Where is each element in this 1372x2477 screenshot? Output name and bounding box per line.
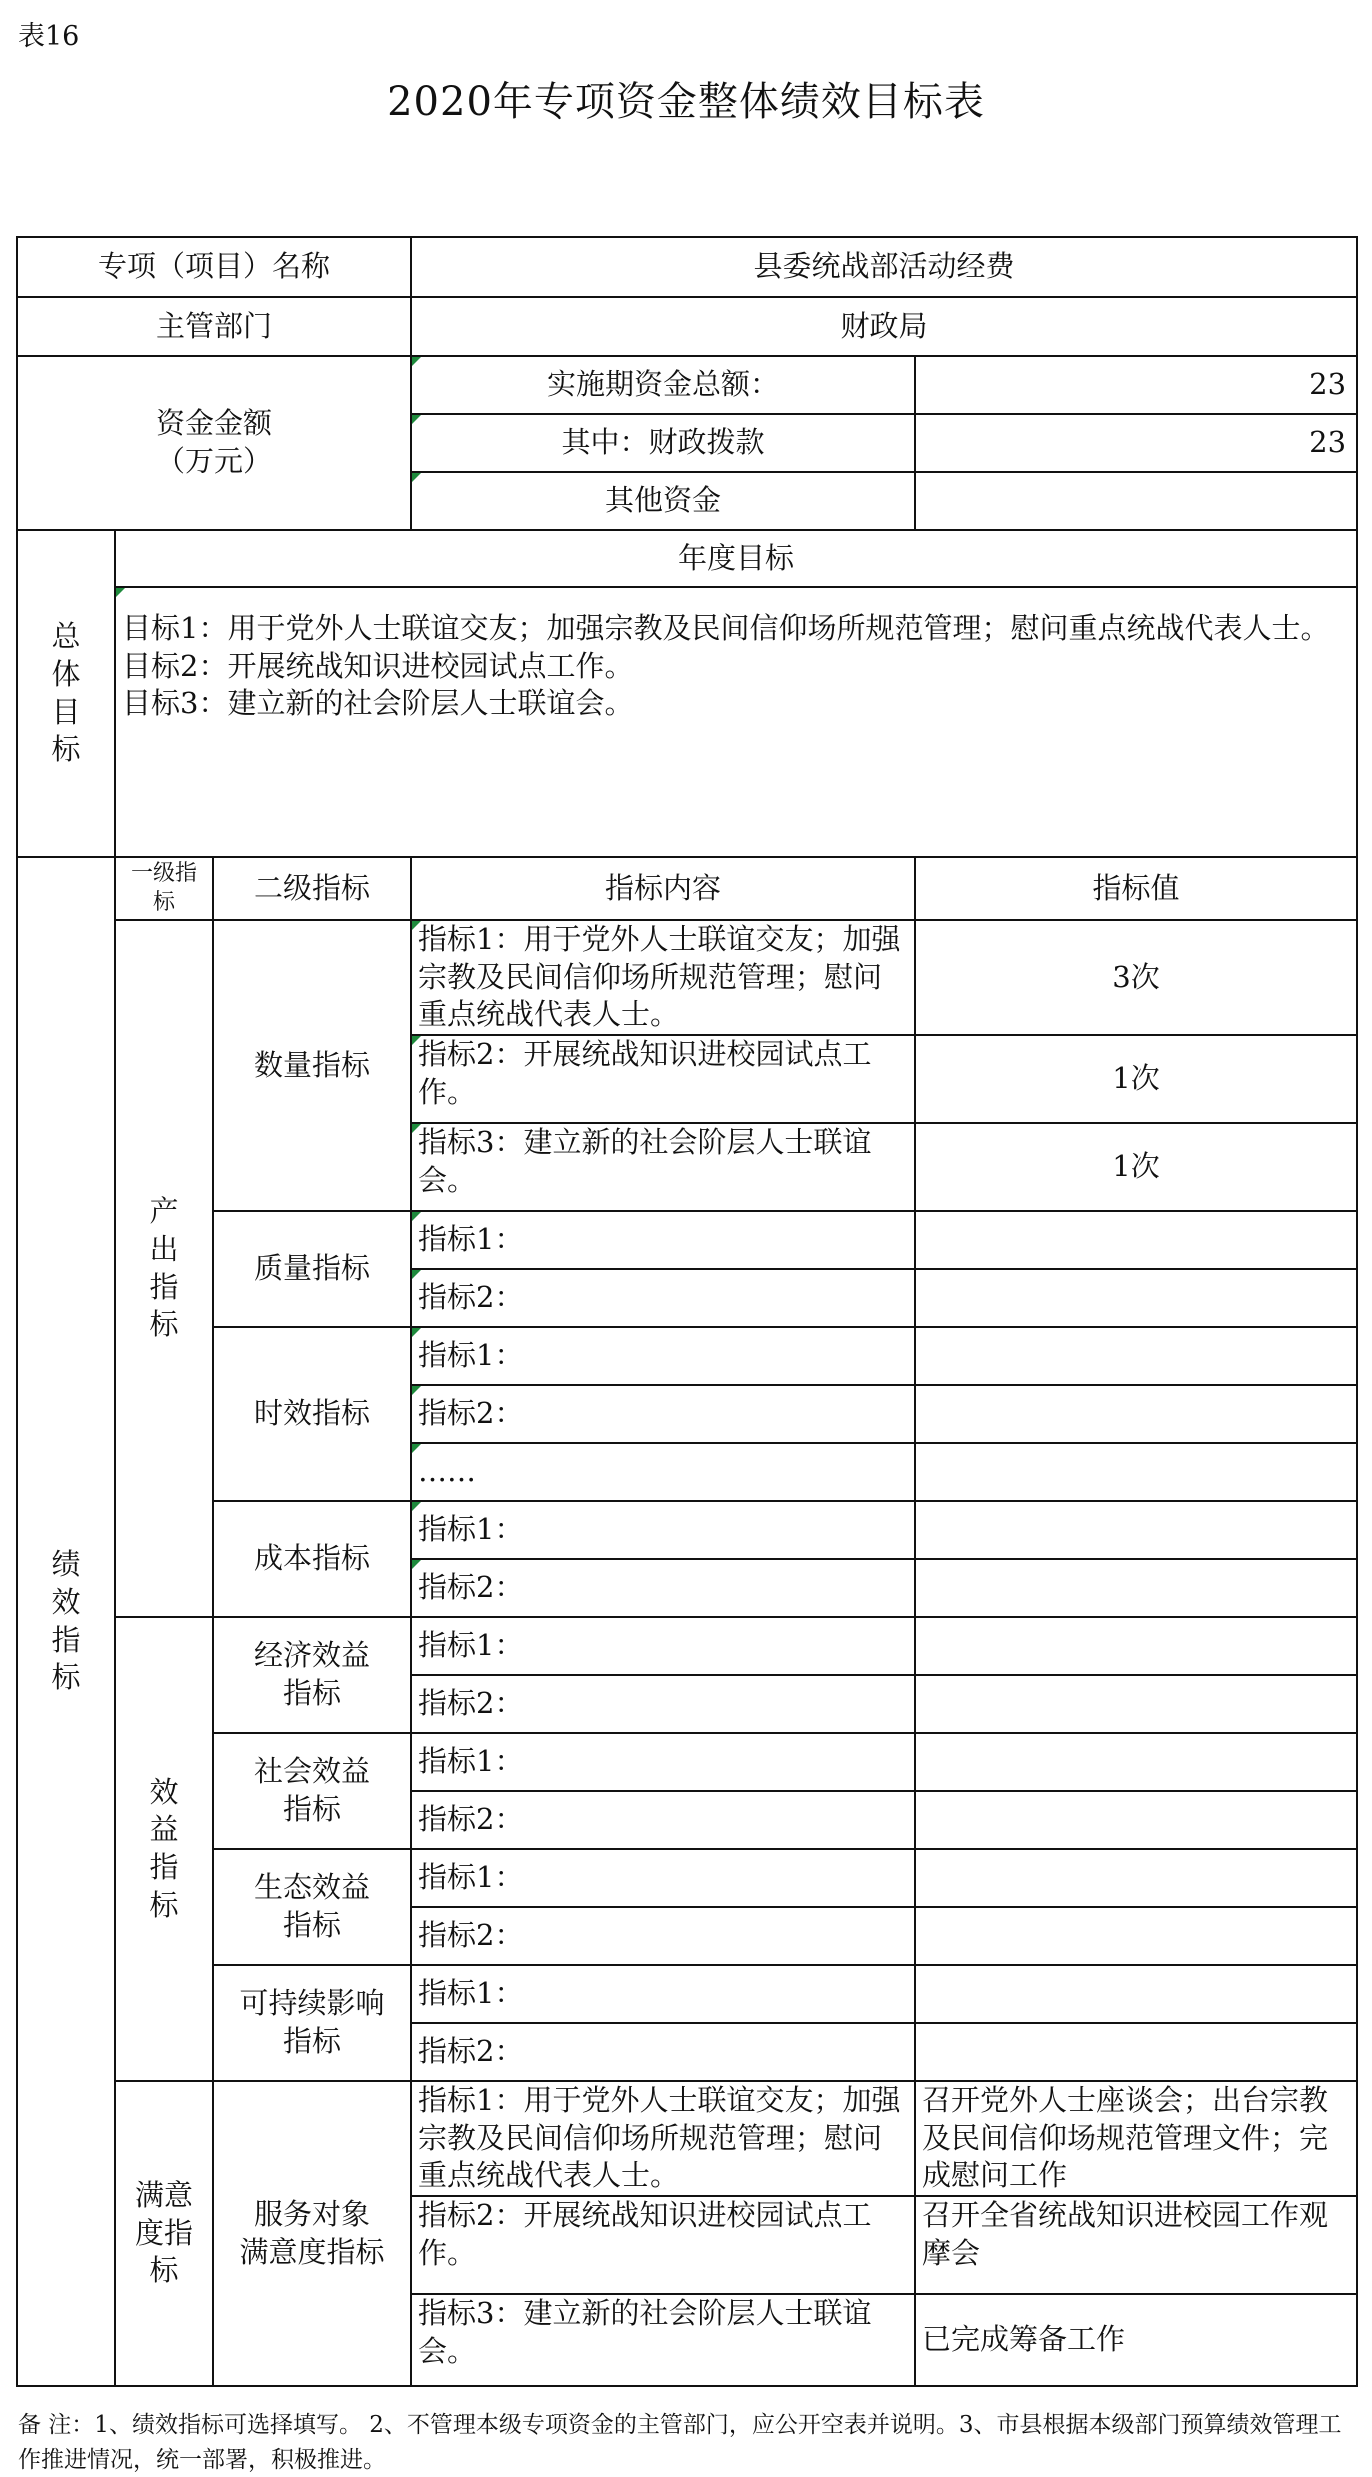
indicator-value xyxy=(915,1675,1357,1733)
content-header: 指标内容 xyxy=(411,857,915,920)
indicator-row xyxy=(17,1501,1357,1559)
indicator-content: 指标1： xyxy=(411,1327,915,1385)
indicator-value xyxy=(915,1559,1357,1617)
indicator-value: 1次 xyxy=(915,1035,1357,1123)
indicator-content: 指标2： xyxy=(411,1559,915,1617)
indicator-value: 召开全省统战知识进校园工作观摩会 xyxy=(915,2196,1357,2294)
department-value: 财政局 xyxy=(411,297,1357,356)
quantity-indicator-label: 数量指标 xyxy=(213,920,411,1211)
funds-amount-label xyxy=(17,356,411,530)
indicator-content: 指标3：建立新的社会阶层人士联谊会。 xyxy=(411,1123,915,1211)
project-name-row xyxy=(17,237,1357,297)
output-label-char: 产 xyxy=(149,1194,179,1229)
funds-label-line2: （万元） xyxy=(156,444,273,478)
indicator-content: 指标2： xyxy=(411,1675,915,1733)
benefit-indicator-label xyxy=(115,1617,213,2081)
project-name-label: 专项（项目）名称 xyxy=(17,237,411,297)
indicator-content: 指标2： xyxy=(411,1907,915,1965)
label-line: 可持续影响 xyxy=(239,1986,385,2021)
project-name-value: 县委统战部活动经费 xyxy=(411,237,1357,297)
indicator-content: …… xyxy=(411,1443,915,1501)
funds-other-value xyxy=(915,472,1357,530)
goal-2: 目标2：开展统战知识进校园试点工作。 xyxy=(122,648,634,683)
performance-indicator-label xyxy=(17,857,115,2386)
performance-goal-table xyxy=(16,236,1358,2387)
department-row xyxy=(17,297,1357,356)
indicator-row xyxy=(17,1849,1357,1907)
indicator-content: 指标2： xyxy=(411,1269,915,1327)
overall-goal-label xyxy=(17,530,115,857)
annual-goal-text xyxy=(115,587,1357,857)
social-benefit-label xyxy=(213,1733,411,1849)
level1-header: 一级指标 xyxy=(115,857,213,920)
indicator-value: 1次 xyxy=(915,1123,1357,1211)
indicator-value xyxy=(915,1849,1357,1907)
funds-other-label: 其他资金 xyxy=(411,472,915,530)
cost-indicator-label: 成本指标 xyxy=(213,1501,411,1617)
sustainable-impact-label xyxy=(213,1965,411,2081)
annual-goal-row xyxy=(17,587,1357,857)
funds-fiscal-value: 23 xyxy=(915,414,1357,472)
indicator-content: 指标1：用于党外人士联谊交友；加强宗教及民间信仰场所规范管理；慰问重点统战代表人士。 xyxy=(411,920,915,1035)
quality-indicator-label: 质量指标 xyxy=(213,1211,411,1327)
annual-goal-header-row xyxy=(17,530,1357,587)
indicator-value: 已完成筹备工作 xyxy=(915,2294,1357,2386)
benefit-label-char: 指 xyxy=(149,1850,179,1885)
indicator-content: 指标2：开展统战知识进校园试点工作。 xyxy=(411,2196,915,2294)
overall-goal-char: 目 xyxy=(51,694,81,729)
indicator-value xyxy=(915,1791,1357,1849)
indicator-content: 指标2： xyxy=(411,1791,915,1849)
perf-label-char: 指 xyxy=(51,1622,81,1657)
indicator-value xyxy=(915,1965,1357,2023)
indicator-value xyxy=(915,1211,1357,1269)
label-line: 指标 xyxy=(283,1908,342,1943)
label-line: 指标 xyxy=(283,1792,342,1827)
indicator-value xyxy=(915,1733,1357,1791)
funds-label-line1: 资金金额 xyxy=(156,406,273,441)
benefit-label-char: 标 xyxy=(149,1887,179,1922)
goal-1: 目标1：用于党外人士联谊交友；加强宗教及民间信仰场所规范管理；慰问重点统战代表人士。 xyxy=(122,611,1330,645)
indicator-content: 指标2： xyxy=(411,2023,915,2081)
benefit-label-char: 效 xyxy=(149,1774,179,1809)
overall-goal-char: 体 xyxy=(51,656,81,691)
level2-header: 二级指标 xyxy=(213,857,411,920)
indicator-content: 指标1： xyxy=(411,1733,915,1791)
indicator-value xyxy=(915,1385,1357,1443)
indicator-header-row xyxy=(17,857,1357,920)
indicator-value xyxy=(915,1501,1357,1559)
label-line: 指标 xyxy=(283,1676,342,1711)
perf-label-char: 效 xyxy=(51,1584,81,1619)
output-indicator-label xyxy=(115,920,213,1617)
perf-label-char: 绩 xyxy=(51,1547,81,1582)
indicator-value: 召开党外人士座谈会；出台宗教及民间信仰场规范管理文件；完成慰问工作 xyxy=(915,2081,1357,2196)
department-label: 主管部门 xyxy=(17,297,411,356)
label-line: 经济效益 xyxy=(254,1638,371,1673)
indicator-content: 指标2： xyxy=(411,1385,915,1443)
indicator-content: 指标1： xyxy=(411,1211,915,1269)
service-satisfaction-label xyxy=(213,2081,411,2386)
satisfaction-label-line: 满意 xyxy=(134,2178,193,2213)
indicator-row xyxy=(17,1733,1357,1791)
satisfaction-label-line: 标 xyxy=(149,2253,179,2288)
page-title: 2020年专项资金整体绩效目标表 xyxy=(387,79,985,125)
indicator-value xyxy=(915,1617,1357,1675)
indicator-row xyxy=(17,1211,1357,1269)
timeliness-indicator-label: 时效指标 xyxy=(213,1327,411,1501)
output-label-char: 指 xyxy=(149,1269,179,1304)
label-line: 指标 xyxy=(283,2024,342,2059)
benefit-label-char: 益 xyxy=(149,1812,179,1847)
output-label-char: 标 xyxy=(149,1307,179,1342)
indicator-content: 指标3：建立新的社会阶层人士联谊会。 xyxy=(411,2294,915,2386)
label-line: 社会效益 xyxy=(254,1754,371,1789)
label-line: 满意度指标 xyxy=(239,2234,385,2269)
funds-total-value: 23 xyxy=(915,356,1357,414)
indicator-row xyxy=(17,1965,1357,2023)
satisfaction-indicator-label xyxy=(115,2081,213,2386)
label-line: 服务对象 xyxy=(254,2196,371,2231)
perf-label-char: 标 xyxy=(51,1660,81,1695)
funds-fiscal-label: 其中：财政拨款 xyxy=(411,414,915,472)
annual-goal-header: 年度目标 xyxy=(115,530,1357,587)
goal-3: 目标3：建立新的社会阶层人士联谊会。 xyxy=(122,686,634,721)
indicator-row xyxy=(17,920,1357,1035)
indicator-content: 指标1： xyxy=(411,1965,915,2023)
indicator-content: 指标1： xyxy=(411,1849,915,1907)
label-line: 生态效益 xyxy=(254,1870,371,1905)
ecological-benefit-label xyxy=(213,1849,411,1965)
indicator-value xyxy=(915,1907,1357,1965)
indicator-content: 指标1： xyxy=(411,1617,915,1675)
table-number: 表16 xyxy=(18,21,80,52)
indicator-content: 指标2：开展统战知识进校园试点工作。 xyxy=(411,1035,915,1123)
overall-goal-char: 标 xyxy=(51,732,81,767)
indicator-value xyxy=(915,1327,1357,1385)
value-header: 指标值 xyxy=(915,857,1357,920)
indicator-value xyxy=(915,1443,1357,1501)
footnote: 备 注：1、绩效指标可选择填写。 2、不管理本级专项资金的主管部门，应公开空表并说明。3、市县根据本级部门预算绩效管理工作推进情况，统一部署，积极推进。 xyxy=(18,2412,1342,2473)
indicator-value: 3次 xyxy=(915,920,1357,1035)
indicator-value xyxy=(915,2023,1357,2081)
overall-goal-char: 总 xyxy=(51,619,81,654)
indicator-row xyxy=(17,1617,1357,1675)
satisfaction-label-line: 度指 xyxy=(134,2215,193,2250)
indicator-content: 指标1： xyxy=(411,1501,915,1559)
output-label-char: 出 xyxy=(149,1231,179,1266)
indicator-row xyxy=(17,2081,1357,2196)
economic-benefit-label xyxy=(213,1617,411,1733)
indicator-row xyxy=(17,1327,1357,1385)
funds-total-label: 实施期资金总额： xyxy=(411,356,915,414)
indicator-content: 指标1：用于党外人士联谊交友；加强宗教及民间信仰场所规范管理；慰问重点统战代表人士。 xyxy=(411,2081,915,2196)
indicator-value xyxy=(915,1269,1357,1327)
funds-total-row xyxy=(17,356,1357,414)
